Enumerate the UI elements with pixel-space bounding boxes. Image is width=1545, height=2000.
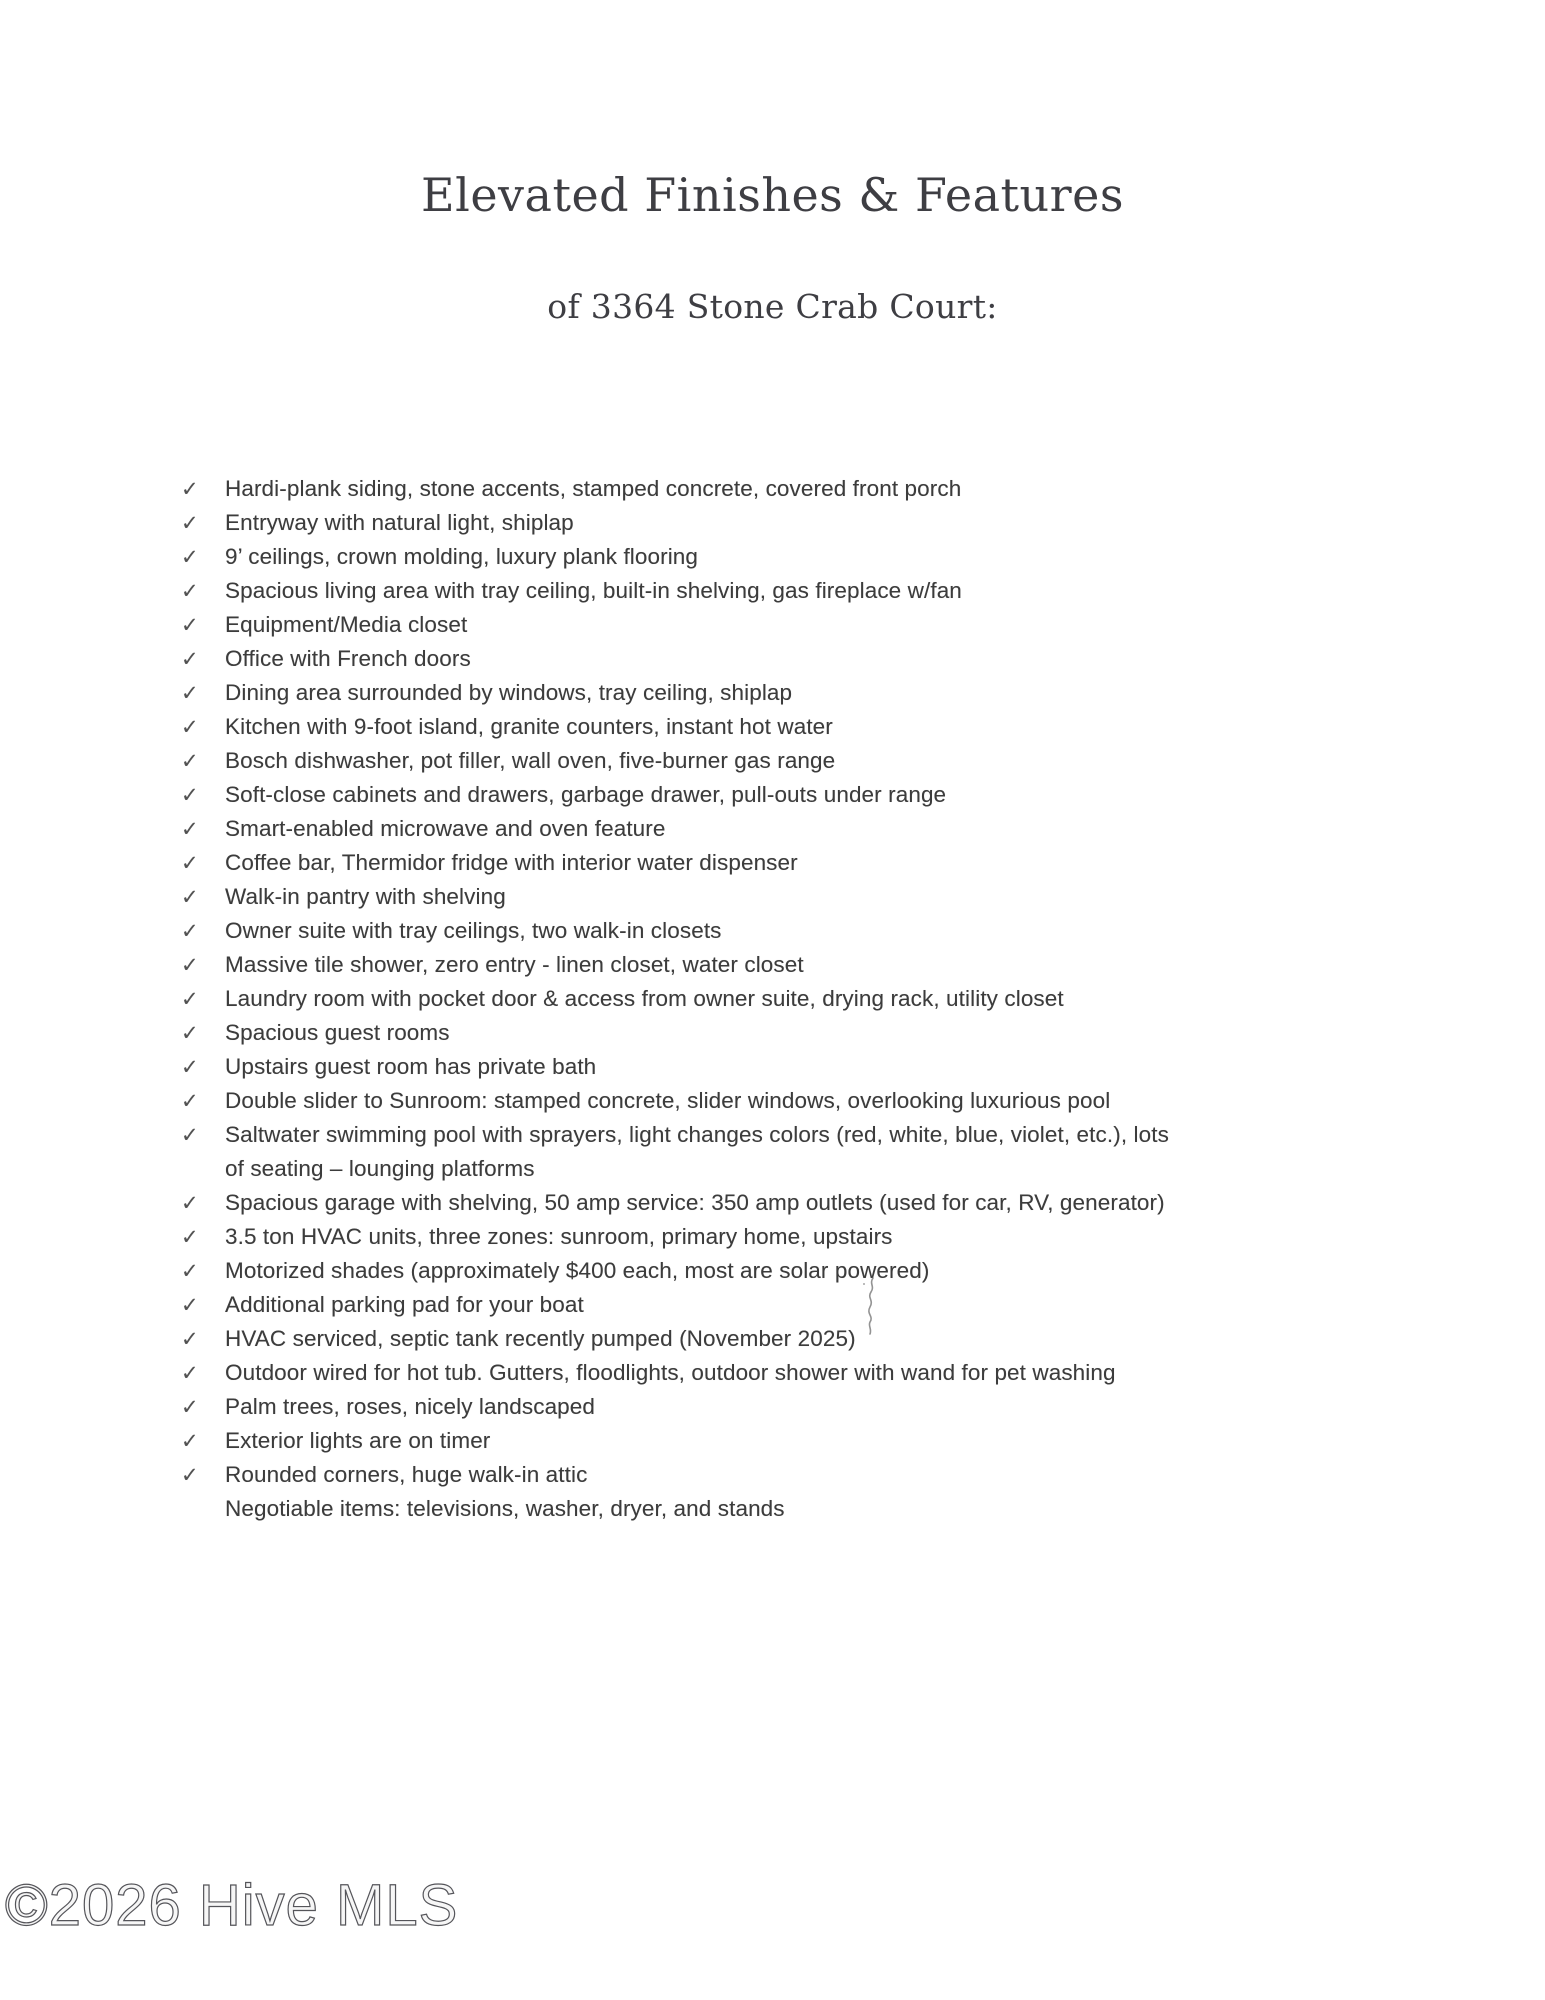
checkmark-icon: ✓ [181, 1090, 199, 1113]
feature-item [181, 1492, 1381, 1526]
feature-text: Palm trees, roses, nicely landscaped [225, 1394, 596, 1419]
feature-item [181, 778, 1381, 812]
feature-text: Laundry room with pocket door & access from owner suite, drying rack, utility closet [225, 986, 1064, 1011]
feature-item [181, 1152, 1381, 1186]
checkmark-icon: ✓ [181, 1328, 199, 1351]
feature-text: Walk-in pantry with shelving [225, 884, 506, 909]
checkmark-icon: ✓ [181, 1124, 199, 1147]
feature-text: Spacious living area with tray ceiling, built-in shelving, gas fireplace w/fan [225, 578, 962, 603]
checkmark-icon: ✓ [181, 1294, 199, 1317]
feature-text: 3.5 ton HVAC units, three zones: sunroom, primary home, upstairs [225, 1224, 893, 1249]
feature-item [181, 710, 1381, 744]
checkmark-icon: ✓ [181, 750, 199, 773]
page-title: Elevated Finishes & Features [421, 168, 1124, 222]
checkmark-icon: ✓ [181, 716, 199, 739]
checkmark-icon: ✓ [181, 648, 199, 671]
feature-item [181, 1016, 1381, 1050]
feature-item [181, 880, 1381, 914]
feature-item [181, 1288, 1381, 1322]
checkmark-icon: ✓ [181, 852, 199, 875]
feature-text: Hardi-plank siding, stone accents, stamped concrete, covered front porch [225, 476, 962, 501]
feature-item [181, 744, 1381, 778]
feature-item [181, 948, 1381, 982]
feature-item [181, 1050, 1381, 1084]
feature-item [181, 914, 1381, 948]
feature-text: Office with French doors [225, 646, 471, 671]
checkmark-icon: ✓ [181, 1430, 199, 1453]
feature-text: Additional parking pad for your boat [225, 1292, 584, 1317]
feature-text: Spacious garage with shelving, 50 amp service: 350 amp outlets (used for car, RV, generator) [225, 1190, 1165, 1215]
feature-item [181, 642, 1381, 676]
checkmark-icon: ✓ [181, 478, 199, 501]
feature-item [181, 676, 1381, 710]
feature-text: of seating – lounging platforms [225, 1156, 535, 1181]
checkmark-icon: ✓ [181, 1226, 199, 1249]
feature-text: Motorized shades (approximately $400 each, most are solar powered) [225, 1258, 930, 1283]
feature-item [181, 1084, 1381, 1118]
feature-text: Equipment/Media closet [225, 612, 468, 637]
feature-text: Massive tile shower, zero entry - linen closet, water closet [225, 952, 804, 977]
checkmark-icon: ✓ [181, 784, 199, 807]
checkmark-icon: ✓ [181, 920, 199, 943]
feature-text: Saltwater swimming pool with sprayers, light changes colors (red, white, blue, violet, etc.), lots [225, 1122, 1169, 1147]
feature-item [181, 1186, 1381, 1220]
mls-watermark: ©2026 Hive MLS [5, 1873, 459, 1938]
checkmark-icon: ✓ [181, 886, 199, 909]
checkmark-icon: ✓ [181, 546, 199, 569]
feature-item [181, 1390, 1381, 1424]
feature-text: 9’ ceilings, crown molding, luxury plank flooring [225, 544, 699, 569]
feature-text: Exterior lights are on timer [225, 1428, 491, 1453]
feature-item [181, 846, 1381, 880]
checkmark-icon: ✓ [181, 682, 199, 705]
feature-item [181, 540, 1381, 574]
checkmark-icon: ✓ [181, 614, 199, 637]
feature-item [181, 812, 1381, 846]
feature-text: Outdoor wired for hot tub. Gutters, floodlights, outdoor shower with wand for pet washing [225, 1360, 1116, 1385]
feature-item [181, 1220, 1381, 1254]
checkmark-icon: ✓ [181, 1192, 199, 1215]
feature-item [181, 506, 1381, 540]
feature-item [181, 1458, 1381, 1492]
checkmark-icon: ✓ [181, 1396, 199, 1419]
feature-text: HVAC serviced, septic tank recently pumped (November 2025) [225, 1326, 856, 1351]
feature-text: Dining area surrounded by windows, tray ceiling, shiplap [225, 680, 793, 705]
feature-item [181, 1254, 1381, 1288]
page-subtitle: of 3364 Stone Crab Court: [547, 287, 998, 326]
feature-text: Spacious guest rooms [225, 1020, 450, 1045]
feature-text: Double slider to Sunroom: stamped concrete, slider windows, overlooking luxurious pool [225, 1088, 1111, 1113]
checkmark-icon: ✓ [181, 1056, 199, 1079]
checkmark-icon: ✓ [181, 1464, 199, 1487]
feature-item [181, 608, 1381, 642]
feature-text: Kitchen with 9-foot island, granite counters, instant hot water [225, 714, 833, 739]
features-list [181, 472, 1381, 1526]
checkmark-icon: ✓ [181, 1260, 199, 1283]
checkmark-icon: ✓ [181, 512, 199, 535]
feature-text: Upstairs guest room has private bath [225, 1054, 597, 1079]
feature-item [181, 472, 1381, 506]
checkmark-icon: ✓ [181, 818, 199, 841]
feature-text: Rounded corners, huge walk-in attic [225, 1462, 588, 1487]
feature-item [181, 1322, 1381, 1356]
feature-text: Bosch dishwasher, pot filler, wall oven, five-burner gas range [225, 748, 836, 773]
feature-text: Owner suite with tray ceilings, two walk-in closets [225, 918, 722, 943]
feature-item [181, 574, 1381, 608]
feature-item [181, 982, 1381, 1016]
feature-item [181, 1424, 1381, 1458]
feature-item [181, 1118, 1381, 1152]
checkmark-icon: ✓ [181, 580, 199, 603]
feature-text: Negotiable items: televisions, washer, dryer, and stands [225, 1496, 785, 1521]
feature-text: Entryway with natural light, shiplap [225, 510, 574, 535]
feature-item [181, 1356, 1381, 1390]
checkmark-icon: ✓ [181, 954, 199, 977]
checkmark-icon: ✓ [181, 1022, 199, 1045]
feature-text: Soft-close cabinets and drawers, garbage drawer, pull-outs under range [225, 782, 947, 807]
feature-text: Smart-enabled microwave and oven feature [225, 816, 666, 841]
checkmark-icon: ✓ [181, 1362, 199, 1385]
feature-text: Coffee bar, Thermidor fridge with interior water dispenser [225, 850, 798, 875]
checkmark-icon: ✓ [181, 988, 199, 1011]
